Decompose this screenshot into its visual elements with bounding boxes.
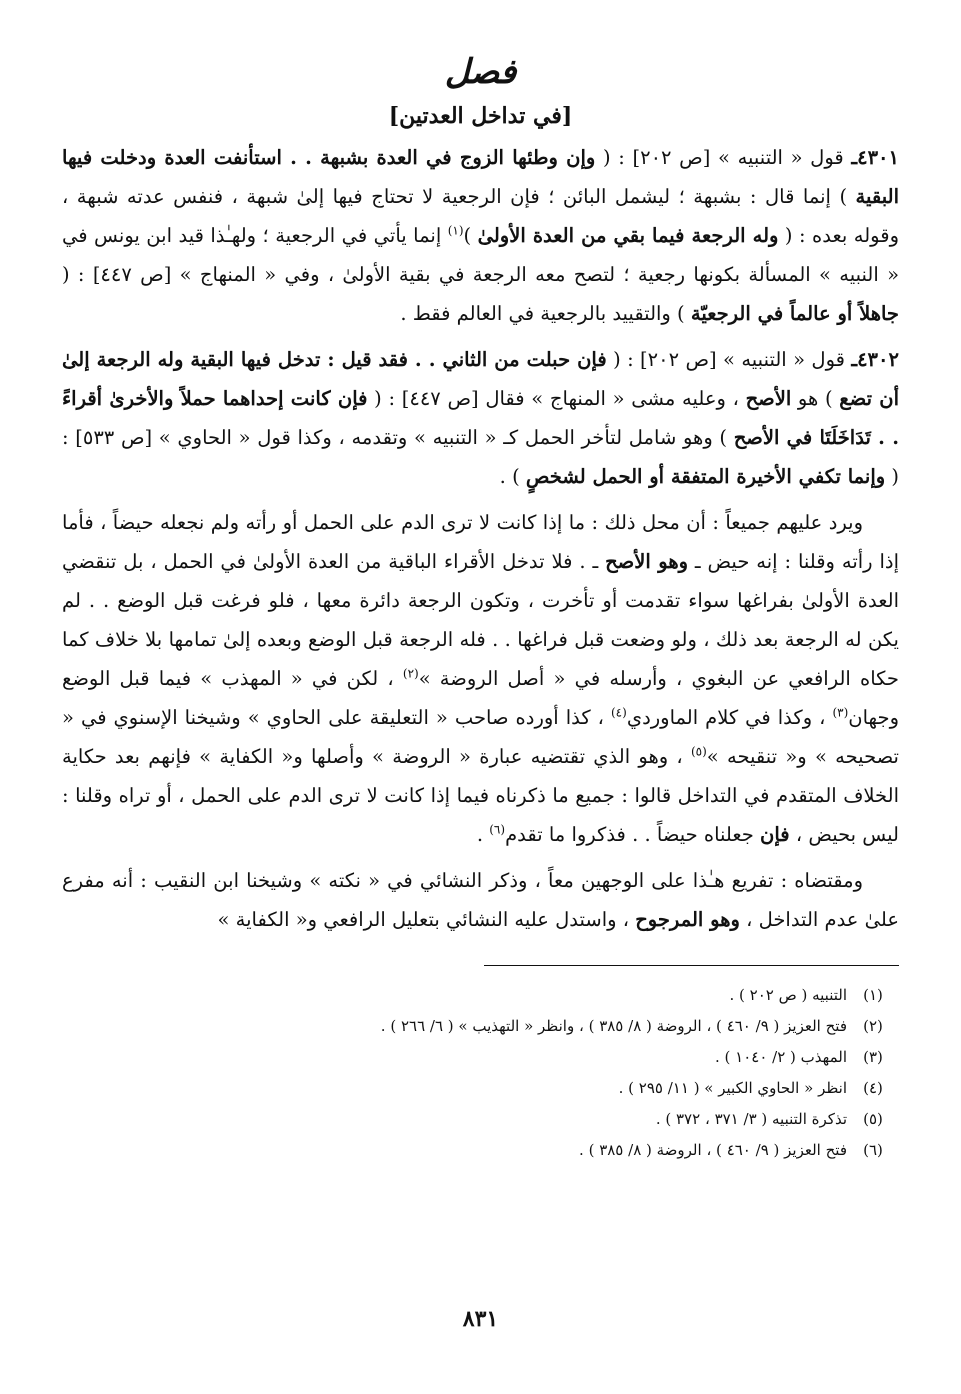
footnote-text: فتح العزيز ( ٩/ ٤٦٠ ) ، الروضة ( ٨/ ٣٨٥ ) ، وانظر « التهذيب » ( ٦/ ٢٦٦ ) . xyxy=(380,1017,847,1035)
footnote-item xyxy=(62,1135,899,1166)
footnote-text: المهذب ( ٢/ ١٠٤٠ ) . xyxy=(715,1048,847,1066)
footnote-ref-5[interactable]: (٥) xyxy=(690,744,707,759)
emphasis-text: فإن xyxy=(760,823,790,846)
footnote-text: تذكرة التنبيه ( ٣/ ٣٧١ ، ٣٧٢ ) . xyxy=(655,1110,847,1128)
text-run: جعلناه حيضاً . . فذكروا ما تقدم xyxy=(505,823,761,846)
footnote-item xyxy=(62,1073,899,1104)
paragraph-4302 xyxy=(62,340,899,496)
footnote-number: (١) xyxy=(863,986,883,1004)
issue-number: ٤٣٠٢ـ xyxy=(851,348,899,371)
text-run: ، لكن في « المهذب » فيما قبل الوضع وجهان xyxy=(62,667,900,729)
text-run: ـ . فلا تدخل الأقراء الباقية من العدة الأولىٰ في الحمل ، بل تنقضي العدة الأولىٰ بفراغها سواء تقدمت أو تأخرت ، وتكون الرجعة دائرة معها ، فلو فرغت قبل الوضع . . لم يكن له الرجعة بعد ذلك ، ولو وضعت قبل فراغها . . فله الرجعة قبل الوضع وبعده إلىٰ تمامها بلا خلاف كما حكاه الرافعي عن البغوي ، وأرسله في « أصل الروضة » xyxy=(62,550,899,690)
text-run: ) وهو شامل لتأخر الحمل كـ « التنبيه » وتقدمه ، وكذا قول « الحاوي » [ص ٥٣٣] : ( xyxy=(62,426,899,488)
footnote-number: (٦) xyxy=(863,1141,883,1159)
footnote-number: (٢) xyxy=(863,1017,883,1035)
footnote-ref-1[interactable]: (١) xyxy=(447,223,464,238)
text-run: ومقتضاه : تفريع هـٰذا على الوجهين معاً ، وذكر النشائي في « نكته » وشيخنا ابن النقيب : أنه مفرع علىٰ عدم التداخل ، xyxy=(62,869,899,931)
quoted-text: فإن حبلت من الثاني . . فقد قيل : تدخل فيها البقية وله الرجعة إلىٰ أن تضع xyxy=(62,348,900,410)
footnote-number: (٤) xyxy=(863,1079,883,1097)
emphasis-text: وهو المرجوح xyxy=(635,908,740,931)
footnote-ref-2[interactable]: (٢) xyxy=(402,666,419,681)
text-run: ، وعليه مشى « المنهاج » فقال [ص ٤٤٧] : ( xyxy=(367,387,746,410)
quoted-text: وله الرجعة فيما بقي من العدة الأولىٰ xyxy=(477,224,779,247)
text-run: ويرد عليهم جميعاً : أن محل ذلك : ما إذا كانت لا ترى الدم على الحمل أو رأته ولم نجعله حيضاً ، فأما إذا رأته وقلنا : إنه حيض ـ xyxy=(62,511,900,573)
quoted-text: فإن كانت إحداهما حملاً والأخرىٰ أقراءً . . تَدَاخَلَتَا في الأصح xyxy=(62,387,899,449)
quoted-text: وإن وطئها الزوج في العدة بشبهة . . استأنفت العدة ودخلت فيها البقية xyxy=(62,146,899,208)
emphasis-text: الأصح xyxy=(745,387,792,410)
text-run: ، وكذا في كلام الماوردي xyxy=(626,706,833,729)
text-run: ، كذا أورده صاحب « التعليقة على الحاوي » وشيخنا الإسنوي في « تصحيحه » و« تنقيحه » xyxy=(62,706,899,768)
footnote-number: (٥) xyxy=(863,1110,883,1128)
footnote-text: التنبيه ( ص ٢٠٢ ) . xyxy=(729,986,847,1004)
emphasis-text: وهو الأصح xyxy=(605,550,689,573)
footnote-ref-4[interactable]: (٤) xyxy=(610,705,627,720)
section-ornament-title: فصل xyxy=(444,52,517,92)
text-run: قول « التنبيه » [ص ٢٠٢] : ( xyxy=(606,348,852,371)
text-run: ) إنما قال : بشبهة ؛ ليشمل البائن ؛ فإن الرجعية لا تحتاج فيها إلىٰ شبهة ، فنفس عدته شبهة ، وقوله بعده : ( xyxy=(62,185,899,247)
paragraph-objection xyxy=(62,503,899,854)
footnote-ref-3[interactable]: (٣) xyxy=(832,705,849,720)
footnote-item xyxy=(62,1042,899,1073)
text-run: ) هو xyxy=(791,387,840,410)
text-run: ، وهو الذي تقتضيه عبارة « الروضة » وأصلها و« الكفاية » فإنهم بعد حكاية الخلاف المتقدم في التداخل قالوا : جميع ما ذكرناه فيما إذا كانت لا ترى الدم على الحمل ، أو تراه وقلنا : ليس بحيض ، xyxy=(62,745,899,846)
text-run: . xyxy=(476,823,490,846)
issue-number: ٤٣٠١ـ xyxy=(851,146,900,169)
text-run: ، واستدل عليه النشائي بتعليل الرافعي و« الكفاية » xyxy=(217,908,636,931)
quoted-text: وإنما تكفي الأخيرة المتفقة أو الحمل لشخصٍ xyxy=(525,465,886,488)
text-run: إنما يأتي في الرجعية ؛ ولهـٰذا قيد ابن يونس في « النبيه » المسألة بكونها رجعية ؛ لتصح معه الرجعة في بقية الأولىٰ ، وفي « المنهاج » [ص ٤٤٧] : ( xyxy=(62,224,899,286)
footnote-text: انظر « الحاوي الكبير » ( ١١/ ٢٩٥ ) . xyxy=(618,1079,847,1097)
footnote-item xyxy=(62,1011,899,1042)
footnote-number: (٣) xyxy=(863,1048,883,1066)
quoted-text: جاهلاً أو عالماً في الرجعيّة xyxy=(690,302,899,325)
section-heading: [في تداخل العدتين] xyxy=(388,103,573,129)
footnote-item xyxy=(62,1104,899,1135)
text-run: ) والتقييد بالرجعية في العالم فقط . xyxy=(400,302,691,325)
text-run: ) xyxy=(463,224,478,247)
footnotes xyxy=(62,980,899,1166)
footnote-separator xyxy=(484,965,899,966)
footnote-item xyxy=(62,980,899,1011)
paragraph-4301 xyxy=(62,138,899,333)
footnote-ref-6[interactable]: (٦) xyxy=(489,822,506,837)
text-run: قول « التنبيه » [ص ٢٠٢] : ( xyxy=(595,146,852,169)
footnote-text: فتح العزيز ( ٩/ ٤٦٠ ) ، الروضة ( ٨/ ٣٨٥ ) . xyxy=(579,1141,847,1159)
paragraph-implication xyxy=(62,861,899,939)
page-number: ٨٣١ xyxy=(462,1306,499,1332)
text-run: ) . xyxy=(499,465,526,488)
